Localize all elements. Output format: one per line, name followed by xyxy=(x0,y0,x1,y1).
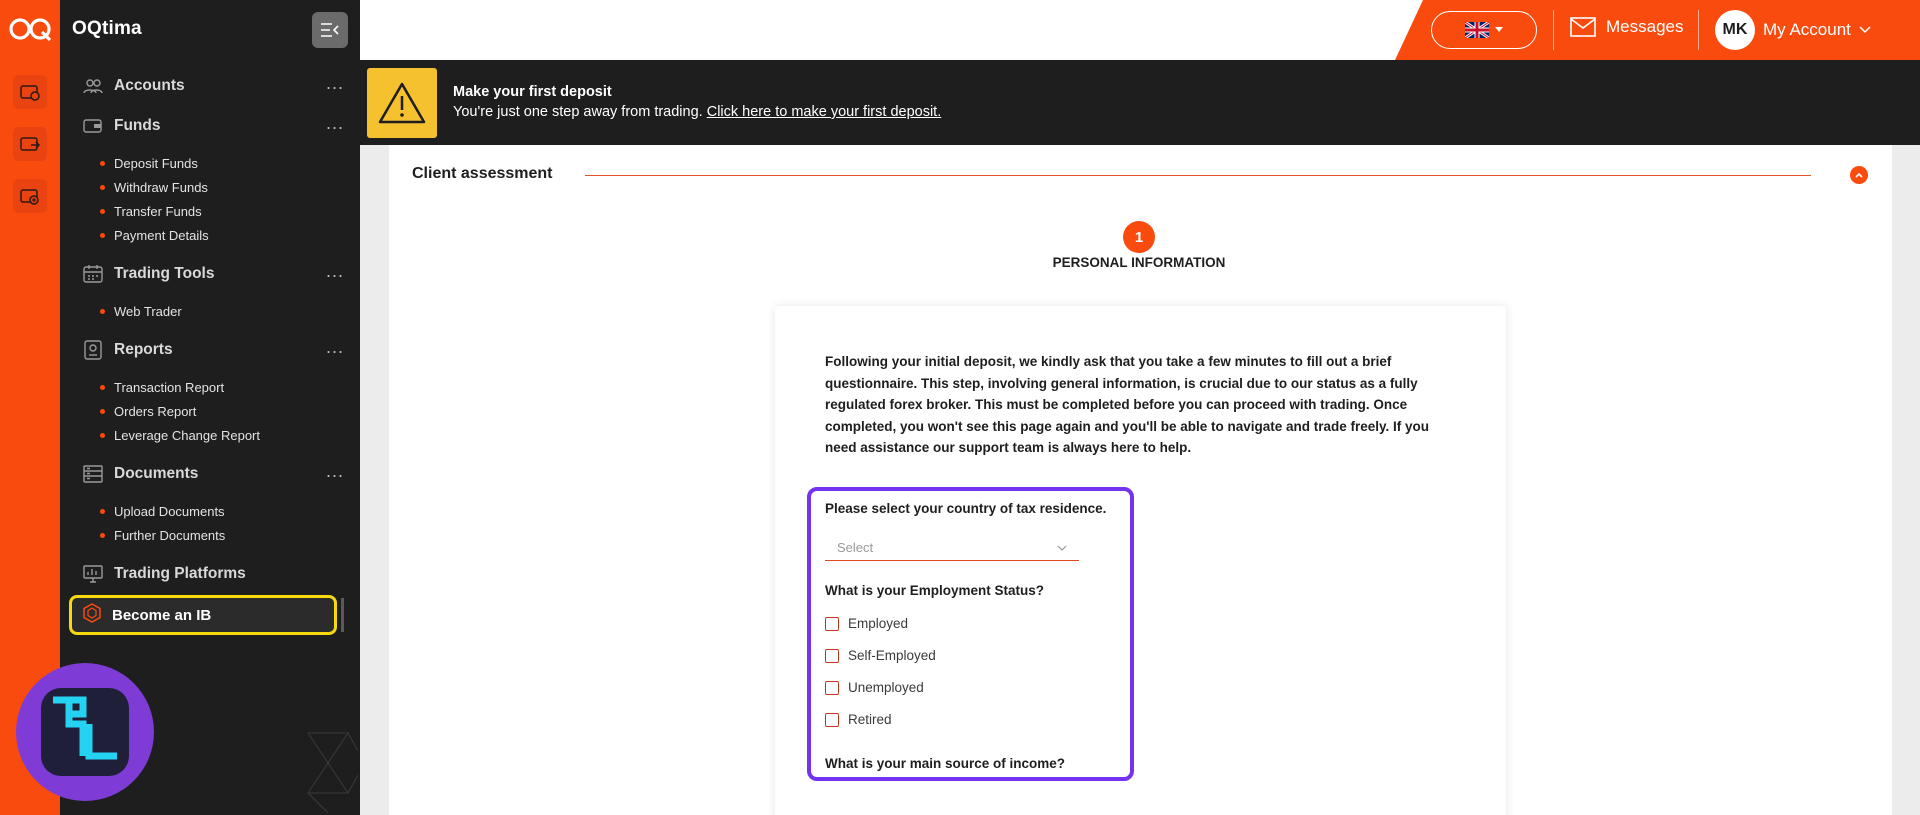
option-label: Retired xyxy=(848,712,892,727)
language-selector[interactable] xyxy=(1431,11,1537,49)
sidebar-sub-transaction-report[interactable]: Transaction Report xyxy=(100,378,224,396)
my-account-label: My Account xyxy=(1763,20,1851,39)
collapse-section-button[interactable] xyxy=(1850,166,1868,184)
sidebar-label: Documents xyxy=(114,465,199,482)
sidebar-label: Trading Platforms xyxy=(114,565,246,582)
ib-badge-icon xyxy=(82,603,102,628)
questionnaire-form xyxy=(775,306,1506,815)
more-options-icon[interactable]: ... xyxy=(325,337,344,357)
documents-icon xyxy=(82,464,104,484)
option-label: Self-Employed xyxy=(848,648,936,663)
sidebar-item-documents[interactable] xyxy=(82,462,344,486)
sidebar-sub-withdraw-funds[interactable]: Withdraw Funds xyxy=(100,178,208,196)
income-source-question: What is your main source of income? xyxy=(825,756,1066,771)
sidebar-item-funds[interactable] xyxy=(82,114,344,138)
collapse-menu-icon xyxy=(320,22,340,38)
chevron-down-icon xyxy=(1057,545,1067,551)
warning-triangle-icon xyxy=(377,81,427,125)
checkbox[interactable] xyxy=(825,649,839,663)
rail-tools-button[interactable] xyxy=(13,179,47,213)
tax-residence-question: Please select your country of tax residence. xyxy=(825,501,1107,516)
envelope-icon xyxy=(1570,17,1596,37)
more-options-icon[interactable]: ... xyxy=(325,113,344,133)
card-icon xyxy=(19,186,41,206)
employment-option-self-employed[interactable] xyxy=(825,648,936,663)
chevron-up-icon xyxy=(1855,172,1863,178)
employment-status-question: What is your Employment Status? xyxy=(825,583,1045,598)
option-label: Unemployed xyxy=(848,680,924,695)
sidebar-sub-further-documents[interactable]: Further Documents xyxy=(100,526,225,544)
sidebar-sub-orders-report[interactable]: Orders Report xyxy=(100,402,196,420)
sidebar-sub-web-trader[interactable]: Web Trader xyxy=(100,302,182,320)
platforms-icon xyxy=(82,564,104,584)
my-account-menu[interactable] xyxy=(1715,10,1871,50)
decorative-triangles-icon xyxy=(300,725,358,813)
step-number-badge: 1 xyxy=(1123,221,1155,253)
sidebar-item-trading-tools[interactable] xyxy=(82,262,344,286)
messages-label: Messages xyxy=(1606,17,1684,36)
employment-option-employed[interactable] xyxy=(825,616,908,631)
messages-button[interactable] xyxy=(1570,17,1683,37)
caret-down-icon xyxy=(1495,27,1503,33)
sidebar-label: Funds xyxy=(114,117,161,134)
sidebar-sub-upload-documents[interactable]: Upload Documents xyxy=(100,502,225,520)
collapse-sidebar-button[interactable] xyxy=(312,12,348,48)
chevron-down-icon xyxy=(1859,26,1871,34)
banner-message: You're just one step away from trading. xyxy=(453,104,703,120)
sidebar-item-reports[interactable] xyxy=(82,338,344,362)
first-deposit-link[interactable]: Click here to make your first deposit. xyxy=(706,104,942,120)
employment-option-unemployed[interactable] xyxy=(825,680,924,695)
sidebar-label: Reports xyxy=(114,341,173,358)
client-assessment-card xyxy=(389,145,1892,815)
wallet-icon xyxy=(19,82,41,102)
select-placeholder: Select xyxy=(837,540,874,555)
section-divider xyxy=(585,175,1811,176)
sidebar-sub-leverage-change-report[interactable]: Leverage Change Report xyxy=(100,426,260,444)
intro-paragraph: Following your initial deposit, we kindly ask that you take a few minutes to fill out a brief questionnaire. This step, involving general information, is crucial due to our status as a fully regulated forex broker. This must be completed before you can proceed with trading. Once completed, you won't see this page again and you'll be able to navigate and trade freely. If you need assistance our support team is always here to help. xyxy=(825,354,1430,455)
sidebar-sub-deposit-funds[interactable]: Deposit Funds xyxy=(100,154,198,172)
section-title: Client assessment xyxy=(412,165,553,182)
header-divider xyxy=(1698,10,1699,50)
banner-text xyxy=(453,104,941,120)
sidebar-scrollbar[interactable] xyxy=(341,598,344,632)
funds-icon xyxy=(82,116,104,136)
transfer-icon xyxy=(19,134,41,154)
rail-funds-button[interactable] xyxy=(13,127,47,161)
banner-title: Make your first deposit xyxy=(453,84,612,100)
sidebar-sub-payment-details[interactable]: Payment Details xyxy=(100,226,209,244)
become-an-ib-button[interactable] xyxy=(69,595,337,635)
employment-option-retired[interactable] xyxy=(825,712,892,727)
tax-residence-select[interactable] xyxy=(825,535,1079,561)
accounts-icon xyxy=(82,76,104,96)
calendar-icon xyxy=(82,264,104,284)
checkbox[interactable] xyxy=(825,617,839,631)
sidebar-sub-transfer-funds[interactable]: Transfer Funds xyxy=(100,202,202,220)
checkbox[interactable] xyxy=(825,713,839,727)
more-options-icon[interactable]: ... xyxy=(325,73,344,93)
sidebar-label: Trading Tools xyxy=(114,265,215,282)
become-an-ib-label: Become an IB xyxy=(112,606,212,624)
questions-group xyxy=(807,487,1134,781)
uk-flag-icon xyxy=(1465,22,1489,38)
avatar: MK xyxy=(1715,10,1755,50)
header-divider xyxy=(1553,10,1554,50)
brand-name: OQtima xyxy=(72,18,142,39)
sidebar-item-trading-platforms[interactable] xyxy=(82,562,344,586)
sidebar-label: Accounts xyxy=(114,77,185,94)
step-label: PERSONAL INFORMATION xyxy=(1052,255,1226,270)
option-label: Employed xyxy=(848,616,909,631)
sidebar-item-accounts[interactable] xyxy=(82,74,344,98)
warning-badge xyxy=(367,68,437,138)
first-deposit-banner xyxy=(360,60,1920,145)
tc-logo-icon xyxy=(37,684,133,780)
more-options-icon[interactable]: ... xyxy=(325,261,344,281)
checkbox[interactable] xyxy=(825,681,839,695)
watermark-logo xyxy=(16,663,154,801)
oqtima-logo-icon[interactable] xyxy=(9,16,51,42)
reports-icon xyxy=(82,340,104,360)
rail-accounts-button[interactable] xyxy=(13,75,47,109)
more-options-icon[interactable]: ... xyxy=(325,461,344,481)
